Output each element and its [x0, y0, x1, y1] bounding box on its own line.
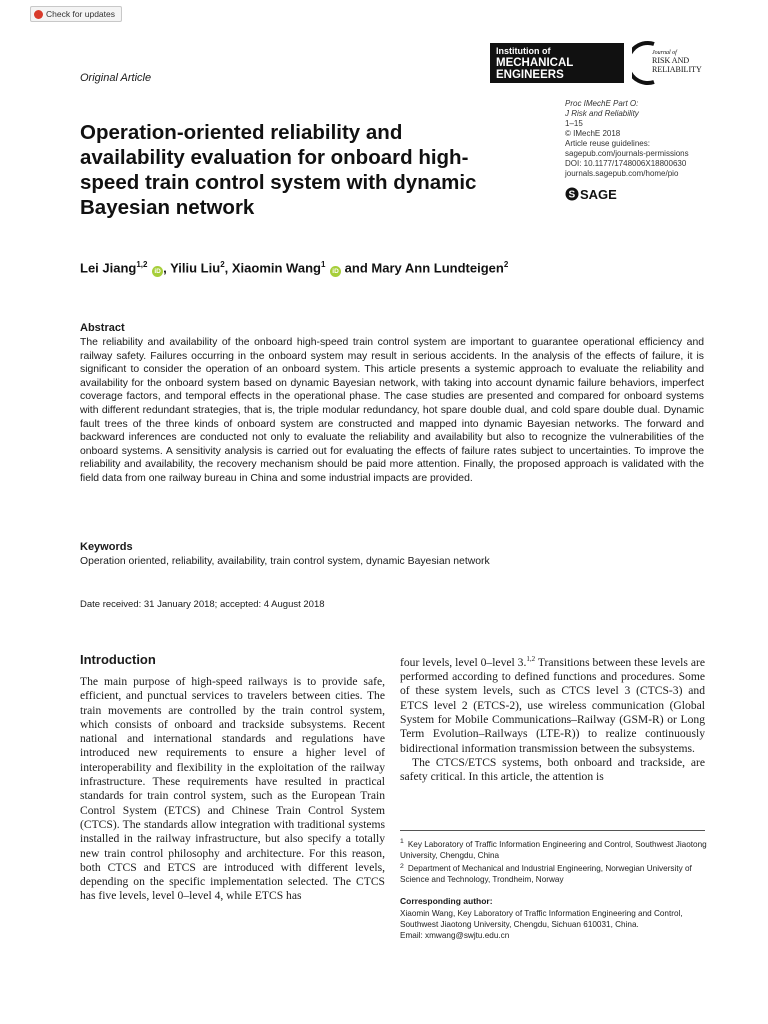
author-list: Lei Jiang$^{1,2}$ iD , Yiliu Liu$^2$, Xiaomin Wang$^1$ iD and Mary Ann Lundteigen$^2$	[80, 260, 509, 276]
svg-text:S: S	[568, 189, 576, 201]
journal-logo-line-3: RELIABILITY	[652, 65, 702, 74]
keywords-body: Operation oriented, reliability, availability, train control system, dynamic Bayesian network	[80, 556, 490, 567]
check-for-updates-label: Check for updates	[46, 9, 115, 19]
author-affiliation: 1	[320, 260, 326, 269]
journal-logo-line-1: Journal of	[652, 50, 677, 56]
introduction-heading: Introduction	[80, 652, 156, 667]
introduction-left-column: The main purpose of high-speed railways is to provide safe, efficient, and punctual services to travelers between cities. The train movements are controlled by the train control system, which consists of onboard and trackside subsystems. Recent national and international standards and regulations have introduced new requirements to ensure a higher level of interoperability and flexibility in the exploitation of the railway infrastructure. These requirements have resulted in practical standards for train control system, such as the European Train Control System (ETCS) and Chinese Train Control System (CTCS). The standards allow integration with traditional systems installed in the railway infrastructure, but also specify a totally new train control philosophy and architecture. For this reason, both CTCS and ETCS are introduced with different levels, depending on the specific implementation selected. The CTCS has five levels, level 0–level 4, while ETCS has	[80, 675, 385, 903]
article-title: Operation-oriented reliability and availability evaluation for onboard high-speed train control system with dynamic Bayesian network	[80, 121, 477, 219]
article-type: Original Article	[80, 72, 152, 84]
paragraph-text: Transitions between these levels are performed according to defined functions and procedures. Some of these system levels, such as CTCS level 3 (CTCS-3) and ETCS level 2 (ETCS-2), use wireless communication (Global System for Mobile Communications–Railway (GSM-R) or Long Term Evolution–Railways (LTE-R)) to realize continuously bidirectional information transmission between the subsystems.	[400, 655, 706, 755]
imeche-line-3: ENGINEERS	[496, 69, 564, 81]
paragraph	[400, 652, 705, 756]
footnote-divider	[400, 830, 705, 831]
author-affiliation: 1,2	[136, 260, 148, 269]
affiliation-item	[400, 836, 710, 861]
imeche-line-2: MECHANICAL	[496, 57, 574, 69]
received-accepted-dates: Date received: 31 January 2018; accepted: 4 August 2018	[80, 599, 325, 610]
journal-info-line: © IMechE 2018	[565, 129, 621, 138]
doi-link[interactable]: DOI: 10.1177/1748006X18800630	[565, 159, 687, 168]
imeche-logo	[490, 43, 624, 83]
abstract-body: The reliability and availability of the onboard high-speed train control system are important to guarantee operational efficiency and railway safety. Failures occurring in the onboard system may result in serious accidents. In the analysis of the effects of failure, it is significant to consider the operation of an onboard system. This article presents a systemic approach to evaluate the reliability and availability for the onboard system based on dynamic Bayesian network, with taking into account dynamic failure behaviors, imperfect coverage factors, and temporal effects in the operational phase. The case studies are presented and compared for onboard systems with different redundant strategies, that is, the triple modular redundancy, hot spare double dual, and cold spare double dual. Dynamic fault trees of the three kinds of onboard system are constructed and mapped into dynamic Bayesian networks. The forward and backward inferences are conducted not only to evaluate the reliability and availability but also to recognize the vulnerabilities of the onboard systems. A sensitivity analysis is carried out for evaluating the effects of failure rates subject to uncertainties. To improve the reliability and availability, the recovery mechanism should be paid more attention. Finally, the proposed approach is validated with the field data from one railway bureau in China and some industrial impacts are provided.	[80, 337, 704, 484]
author-name[interactable]: Mary Ann Lundteigen	[371, 260, 504, 276]
corresponding-author-details	[400, 908, 710, 942]
author-affiliation: 2	[220, 260, 225, 269]
crossmark-icon	[34, 10, 43, 19]
introduction-right-column	[400, 652, 705, 785]
affiliations	[400, 836, 710, 885]
journal-home-link[interactable]: journals.sagepub.com/home/pio	[565, 169, 679, 178]
affiliation-number: 1	[400, 838, 404, 845]
paragraph: The CTCS/ETCS systems, both onboard and trackside, are safety critical. In this article, the attention is	[400, 755, 705, 784]
reuse-link[interactable]: sagepub.com/journals-permissions	[565, 149, 689, 158]
orcid-icon[interactable]: iD	[152, 266, 163, 277]
journal-logo	[632, 40, 712, 86]
imeche-line-1: Institution of	[496, 46, 551, 56]
journal-info-line: J Risk and Reliability	[565, 109, 639, 118]
affiliation-item	[400, 861, 710, 886]
journal-info-line: 1–15	[565, 119, 583, 128]
affiliation-number: 2	[400, 862, 404, 870]
journal-info-line: Proc IMechE Part O:	[565, 99, 639, 108]
author-name[interactable]: Lei Jiang	[80, 260, 137, 276]
corresponding-author-email[interactable]: Email: xmwang@swjtu.edu.cn	[400, 931, 510, 941]
journal-info-line: Article reuse guidelines:	[565, 139, 650, 148]
sage-label: SAGE	[580, 187, 617, 202]
keywords-heading: Keywords	[80, 541, 133, 553]
journal-info	[565, 99, 735, 179]
author-conjunction: and	[344, 260, 368, 276]
corresponding-author-address: Xiaomin Wang, Key Laboratory of Traffic Information Engineering and Control, Southwest Jiaotong University, Chengdu, Sichuan 610031, China.	[400, 909, 683, 930]
paragraph-text: four levels, level 0–level 3.	[400, 655, 527, 669]
author-name[interactable]: Yiliu Liu	[170, 260, 221, 276]
affiliation-text: Department of Mechanical and Industrial Engineering, Norwegian University of Science and Technology, Trondheim, Norway	[400, 864, 692, 885]
check-for-updates-button[interactable]	[30, 6, 122, 22]
author-affiliation: 2	[503, 260, 509, 269]
abstract-heading: Abstract	[80, 322, 125, 334]
sage-logo	[565, 186, 625, 202]
corresponding-author-heading: Corresponding author:	[400, 896, 493, 906]
author-name[interactable]: Xiaomin Wang	[231, 260, 321, 276]
orcid-icon[interactable]: iD	[330, 266, 341, 277]
citation[interactable]: 1,2	[526, 655, 536, 663]
affiliation-text: Key Laboratory of Traffic Information Engineering and Control, Southwest Jiaotong University, Chengdu, China	[400, 839, 707, 860]
journal-logo-line-2: RISK AND	[652, 56, 690, 65]
